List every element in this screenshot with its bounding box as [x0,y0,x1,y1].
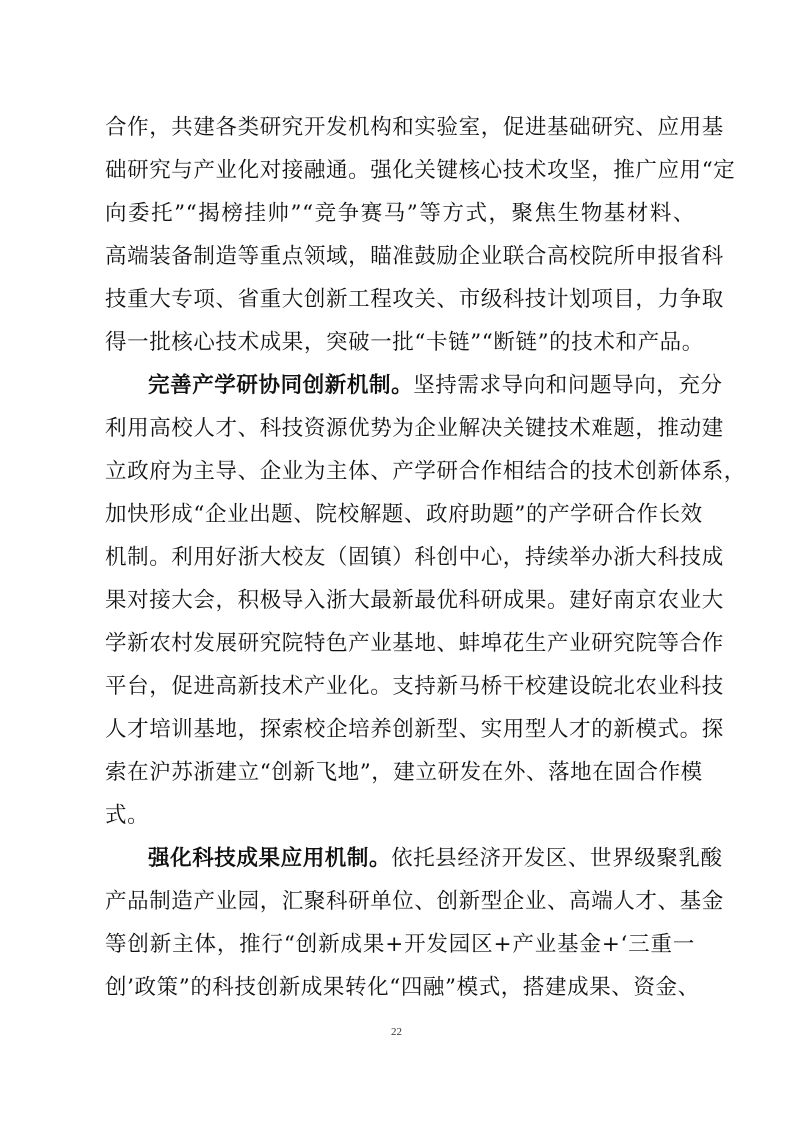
paragraph-line: 得一批核心技术成果，突破一批“卡链”“断链”的技术和产品。 [105,330,704,355]
paragraph-line: 机制。利用好浙大校友（固镇）科创中心，持续举办浙大科技成 [105,545,724,570]
paragraph-line: 高端装备制造等重点领域，瞄准鼓励企业联合高校院所申报省科 [105,244,724,269]
paragraph-line: 果对接大会，积极导入浙大最新最优科研成果。建好南京农业大 [105,588,724,613]
paragraph-line: 向委托”“揭榜挂帅”“竞争赛马”等方式，聚焦生物基材料、 [105,201,695,226]
paragraph-text: 坚持需求导向和问题导向，充分 [413,373,723,398]
paragraph-line: 技重大专项、省重大创新工程攻关、市级科技计划项目，力争取 [105,287,724,312]
paragraph-line: 学新农村发展研究院特色产业基地、蚌埠花生产业研究院等合作 [105,631,724,656]
section-lead-heading: 强化科技成果应用机制。 [148,846,392,871]
paragraph-line: 产品制造产业园，汇聚科研单位、创新型企业、高端人才、基金 [105,889,724,914]
paragraph-line: 等创新主体，推行“创新成果+开发园区+产业基金+‘三重一 [105,932,695,957]
paragraph-first-line [148,366,723,406]
paragraph-line: 索在沪苏浙建立“创新飞地”，建立研发在外、落地在固合作模 [105,760,703,785]
paragraph-line: 础研究与产业化对接融通。强化关键核心技术攻坚，推广应用“定 [105,158,736,183]
paragraph-text: 依托县经济开发区、世界级聚乳酸 [391,846,723,871]
paragraph-line: 合作，共建各类研究开发机构和实验室，促进基础研究、应用基 [105,115,724,140]
paragraph-line: 立政府为主导、企业为主体、产学研合作相结合的技术创新体系， [105,459,746,484]
section-lead-heading: 完善产学研协同创新机制。 [148,373,414,398]
page-number: 22 [391,1026,402,1038]
paragraph-line: 式。 [105,803,150,828]
paragraph-line: 加快形成“企业出题、院校解题、政府助题”的产学研合作长效 [105,502,703,527]
paragraph-line: 人才培训基地，探索校企培养创新型、实用型人才的新模式。探 [105,717,724,742]
paragraph-line: 利用高校人才、科技资源优势为企业解决关键技术难题，推动建 [105,416,724,441]
paragraph-first-line [148,839,723,879]
paragraph-line: 平台，促进高新技术产业化。支持新马桥干校建设皖北农业科技 [105,674,724,699]
paragraph-line: 创’政策”的科技创新成果转化“四融”模式，搭建成果、资金、 [105,975,700,1000]
